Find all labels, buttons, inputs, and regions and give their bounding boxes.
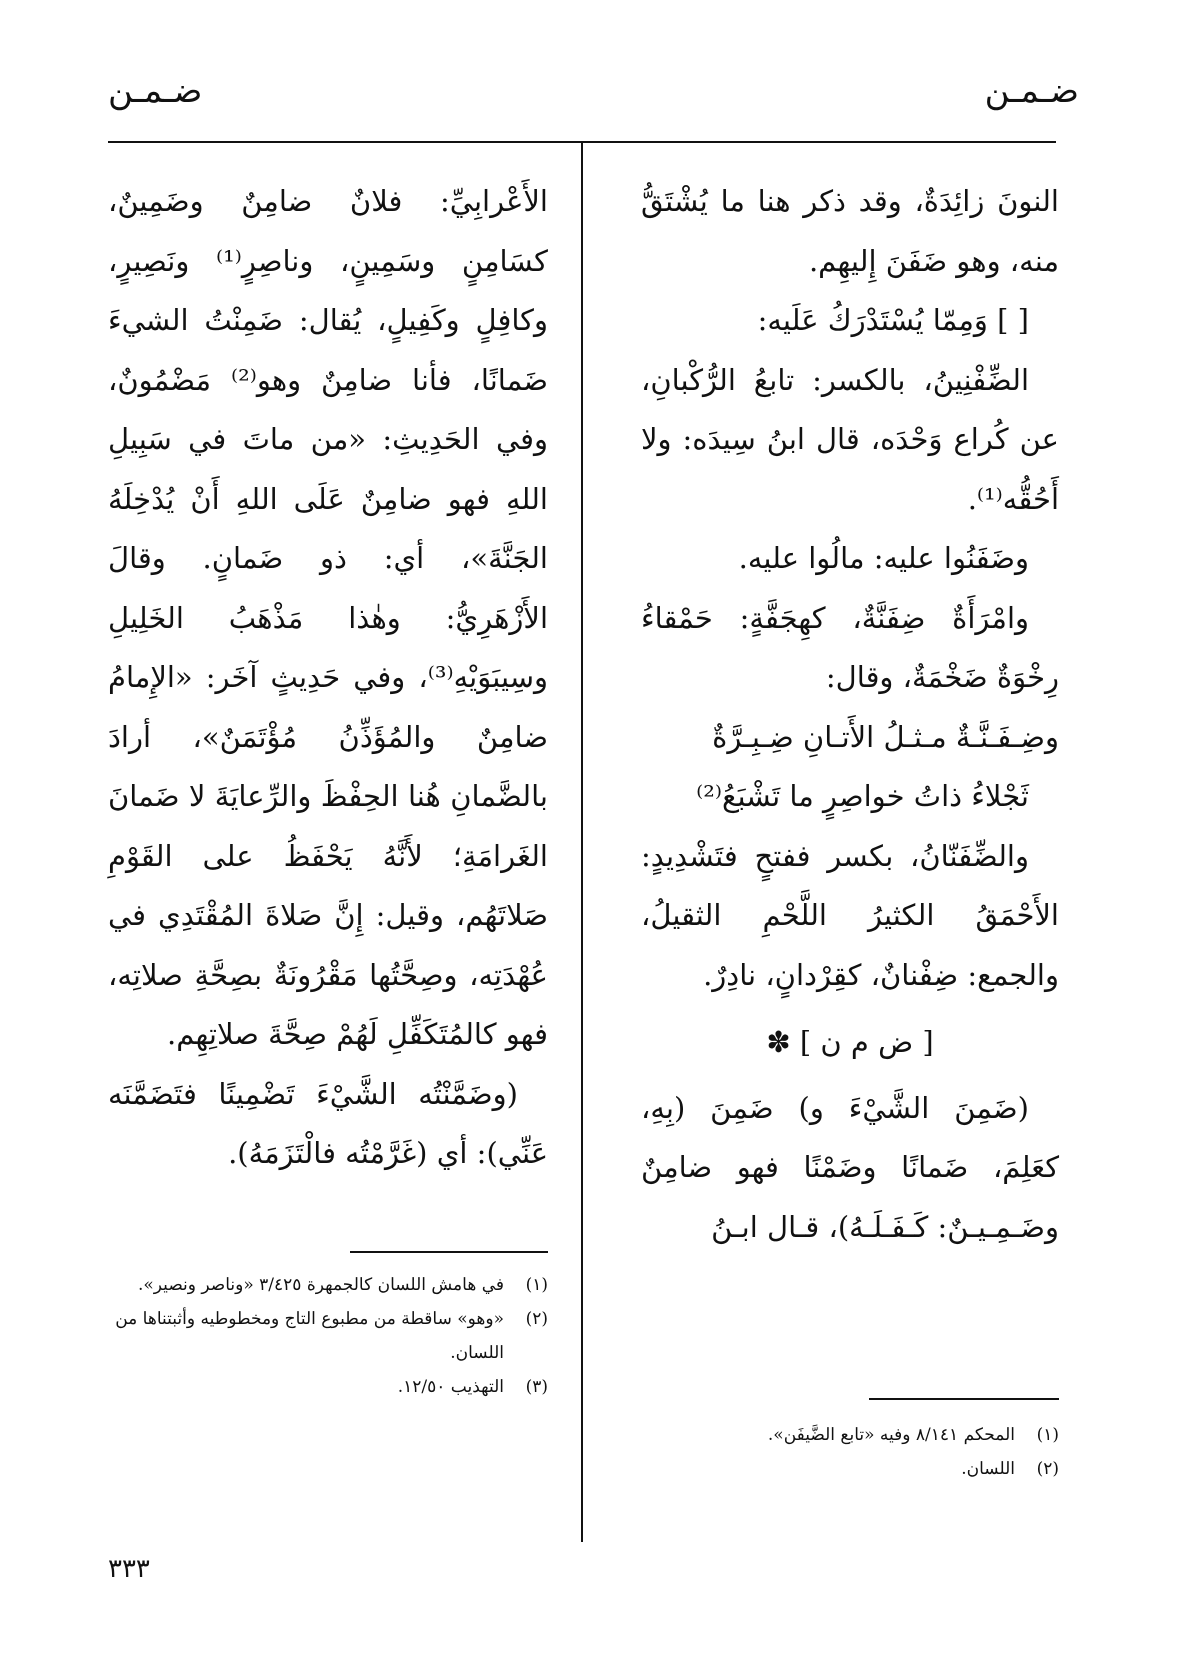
right-paragraph-2: [ ] وَمِمّا يُسْتَدْرَكُ عَلَيه:: [757, 303, 1029, 337]
footnote: [108, 1370, 548, 1404]
footnotes-right: [641, 1418, 1059, 1486]
left-paragraph-1: الأَعْرابِيِّ: فلانٌ ضامِنٌ وضَمِينٌ، كسَامِنٍ وسَمِينٍ، وناصِرٍ⁽¹⁾ ونَصِيرٍ، وكافِلٍ وكَفِيلٍ، يُقال: ضَمِنْتُ الشيءَ ضَمانًا، فأنا ضامِنٌ وهو⁽²⁾ مَضْمُونٌ، وفي الحَدِيثِ: «من ماتَ في سَبِيلِ اللهِ فهو ضامِنٌ عَلَى اللهِ أَنْ يُدْخِلَهُ الجَنَّةَ»، أي: ذو ضَمانٍ. وقالَ الأَزْهَرِيُّ: وهٰذا مَذْهَبُ الخَلِيلِ وسِيبَوَيْهِ⁽³⁾، وفي حَدِيثٍ آخَر: «الإِمامُ ضامِنٌ والمُؤَذِّنُ مُؤْتَمَنٌ»، أرادَ بالضَّمانِ هُنا الحِفْظَ والرِّعايَةَ لا ضَمانَ الغَرامَةِ؛ لأَنَّهُ يَحْفَظُ على القَوْمِ صَلاتَهُم، وقيل: إِنَّ صَلاةَ المُقْتَدِي في عُهْدَتِه، وصِحَّتُها مَقْرُونَةٌ بصِحَّةِ صلاتِه، فهو كالمُتَكَفِّلِ لَهُمْ صِحَّةَ صلاتِهِم.: [108, 184, 548, 1051]
footnote-text: المحكم ٨/١٤١ وفيه «تابع الضَّيفَن».: [767, 1425, 1015, 1445]
column-divider: [581, 142, 583, 1542]
right-paragraph-4: وضَفَنُوا عليه: مالُوا عليه.: [738, 541, 1029, 575]
entry-heading: [ ض م ن ] ✽: [766, 1025, 934, 1059]
right-paragraph-7: (ضَمِنَ الشَّيْءَ و) ضَمِنَ (بِهِ، كعَلِمَ، ضَمانًا وضَمْنًا فهو ضامِنٌ وضَـمِـيـنٌ: كَـفَـلَـهُ)، قـال ابـنُ: [641, 1090, 1059, 1244]
right-paragraph-1: النونَ زائِدَةٌ، وقد ذكر هنا ما يُشْتَقُّ منه، وهو ضَفَنَ إِليهِم.: [641, 184, 1059, 278]
right-column: [641, 172, 1059, 1257]
footnote-text: «وهو» ساقطة من مطبوع التاج ومخطوطيه وأثبتناها من اللسان.: [115, 1309, 504, 1363]
footnote-rule-right: [869, 1398, 1059, 1400]
right-paragraph-6: والضِّفَنّانُ، بكسر ففتحٍ فتَشْدِيدٍ: الأَحْمَقُ الكثيرُ اللَّحْمِ الثقيلُ، والجمع: ضِفْنانٌ، كقِرْدانٍ، نادِرٌ.: [641, 838, 1059, 992]
footnotes-left: [108, 1268, 548, 1404]
left-column: [108, 172, 548, 1184]
footnote-number: (٢): [1036, 1459, 1059, 1479]
footnote: [108, 1302, 548, 1370]
page-number: ٣٣٣: [108, 1554, 150, 1584]
footnote-rule-left: [350, 1251, 548, 1253]
footnote: [641, 1418, 1059, 1452]
right-paragraph-3: الضِّفْنِينُ، بالكسر: تابعُ الرُّكْبانِ، عن كُراع وَحْدَه، قال ابنُ سِيدَه: ولا أَحُقُّه⁽¹⁾.: [641, 362, 1059, 516]
verse-line-1: وضِـفَـنَّـةٌ مـثـلُ الأَتـانِ ضِـبِـرَّةٌ: [712, 719, 1059, 754]
footnote-number: (٣): [525, 1377, 548, 1397]
running-header-left: ضـمـن: [108, 71, 203, 111]
left-paragraph-2: (وضَمَّنْتُه الشَّيْءَ تَضْمِينًا فتَضَمَّنَه عَنِّي): أي (غَرَّمْتُه فالْتَزَمَهُ).: [108, 1076, 548, 1170]
footnote: [641, 1452, 1059, 1486]
footnote-number: (١): [525, 1275, 548, 1295]
footnote: [108, 1268, 548, 1302]
footnote-text: في هامش اللسان كالجمهرة ٣/٤٢٥ «وناصر ونصير».: [138, 1275, 504, 1295]
footnote-text: اللسان.: [961, 1459, 1015, 1479]
verse-line-2: ثَجْلاءُ ذاتُ خواصِرٍ ما تَشْبَعُ⁽²⁾: [696, 779, 1029, 813]
footnote-text: التهذيب ١٢/٥٠.: [397, 1377, 504, 1397]
running-header-right: ضـمـن: [984, 71, 1079, 111]
footnote-number: (٢): [525, 1309, 548, 1329]
footnote-number: (١): [1036, 1425, 1059, 1445]
right-paragraph-5: وامْرَأَةٌ ضِفَنَّةٌ، كهِجَفَّةٍ: حَمْقاءُ رِخْوَةٌ ضَخْمَةٌ، وقال:: [641, 600, 1059, 694]
